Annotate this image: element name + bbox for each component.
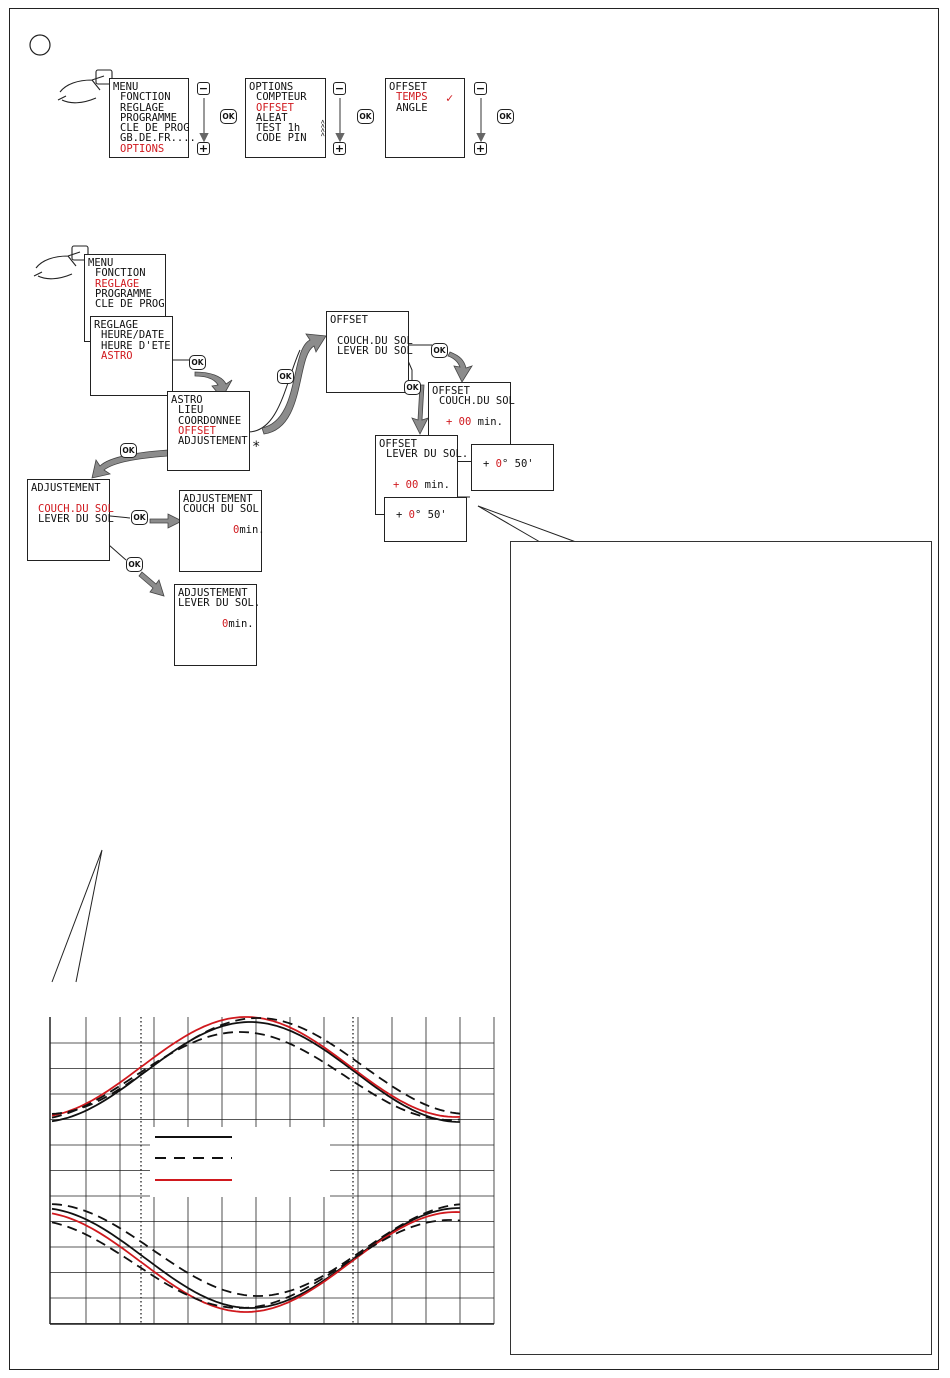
ok-button[interactable]: OK — [131, 510, 148, 525]
hand-press-icon-1 — [58, 70, 112, 103]
screen-offset-couch: OFFSET COUCH.DU SOL + 00 min. — [428, 382, 511, 462]
screen-menu-flow: MENU FONCTION REGLAGE PROGRAMME CLE DE PROG — [84, 254, 166, 342]
plus-button[interactable]: + — [198, 142, 209, 155]
plus-button[interactable]: + — [334, 142, 345, 155]
minus-button[interactable]: − — [475, 82, 486, 95]
plus-button[interactable]: + — [475, 142, 486, 155]
screen-adjust-lever: ADJUSTEMENT LEVER DU SOL. 0min. — [174, 584, 257, 666]
screen-angle-couch: + 0° 50' — [471, 444, 554, 491]
ok-button[interactable]: OK — [497, 109, 514, 124]
ok-button[interactable]: OK — [120, 443, 137, 458]
screen-angle-lever: + 0° 50' — [384, 497, 467, 542]
screen-offset-flow: OFFSET COUCH.DU SOL LEVER DU SOL — [326, 311, 409, 393]
ok-button[interactable]: OK — [189, 355, 206, 370]
minus-button[interactable]: − — [334, 82, 345, 95]
ok-button[interactable]: OK — [220, 109, 237, 124]
ok-button[interactable]: OK — [431, 343, 448, 358]
ok-button[interactable]: OK — [357, 109, 374, 124]
screen-astro: ASTRO LIEU COORDONNEE OFFSET ADJUSTEMENT — [167, 391, 250, 471]
ok-button[interactable]: OK — [277, 369, 294, 384]
flow-arrow-7 — [139, 572, 164, 596]
screen-menu-top: MENU FONCTION REGLAGE PROGRAMME CLE DE PROG GB.DE.FR.... OPTIONS — [109, 78, 189, 158]
ok-button[interactable]: OK — [404, 380, 421, 395]
ok-button[interactable]: OK — [126, 557, 143, 572]
screen-offset-top: OFFSET TEMPS ANGLE — [385, 78, 465, 158]
step-circle — [30, 35, 50, 55]
screen-adjust-couch: ADJUSTEMENT COUCH DU SOL 0min. — [179, 490, 262, 572]
asterisk-note: * — [252, 439, 261, 455]
scroll-indicator: <<<< — [318, 119, 327, 137]
flow-arrow-6 — [150, 514, 182, 528]
minus-button[interactable]: − — [198, 82, 209, 95]
flow-arrow-3 — [448, 352, 472, 382]
screen-options: OPTIONS COMPTEUR OFFSET ALEAT TEST 1h CODE PIN — [245, 78, 326, 158]
checkmark-icon: ✓ — [446, 91, 454, 105]
screen-offset-lever: OFFSET LEVER DU SOL. + 00 min. — [375, 435, 458, 515]
screen-adjustement: ADJUSTEMENT COUCH.DU SOL LEVER DU SOL — [27, 479, 110, 561]
hand-press-icon-2 — [34, 246, 88, 279]
screen-reglage: REGLAGE HEURE/DATE HEURE D'ETE ASTRO — [90, 316, 173, 396]
explanation-panel-right — [510, 541, 932, 1355]
sunrise-sunset-grid-chart — [50, 1017, 494, 1324]
